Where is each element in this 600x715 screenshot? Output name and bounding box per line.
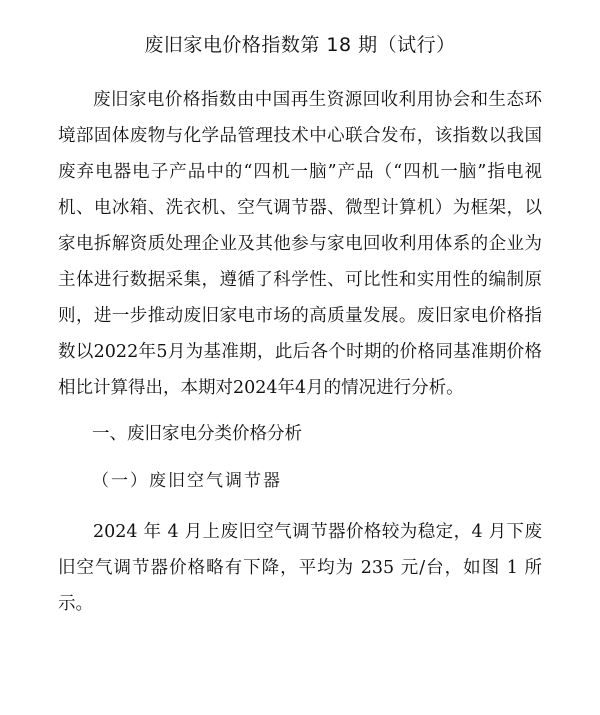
body-paragraph: 2024 年 4 月上废旧空气调节器价格较为稳定，4 月下废旧空气调节器价格略有下降，平均为 235 元/台，如图 1 所示。 bbox=[58, 522, 542, 614]
subsection-heading: （一）废旧空气调节器 bbox=[92, 471, 282, 491]
intro-paragraph: 废旧家电价格指数由中国再生资源回收利用协会和生态环境部固体废物与化学品管理技术中心联合发布，该指数以我国废弃电器电子产品中的“四机一脑”产品（“四机一脑”指电视机、电冰箱、洗衣机、空气调节器、微型计算机）为框架，以家电拆解资质处理企业及其他参与家电回收利用体系的企业为主体进行数据采集，遵循了科学性、可比性和实用性的编制原则，进一步推动废旧家电市场的高质量发展。废旧家电价格指数以2022年5月为基准期，此后各个时期的价格同基准期价格相比计算得出，本期对2024年4月的情况进行分析。 bbox=[58, 90, 542, 398]
document-title: 废旧家电价格指数第 18 期（试行） bbox=[144, 34, 456, 56]
section-heading: 一、废旧家电分类价格分析 bbox=[92, 424, 302, 444]
